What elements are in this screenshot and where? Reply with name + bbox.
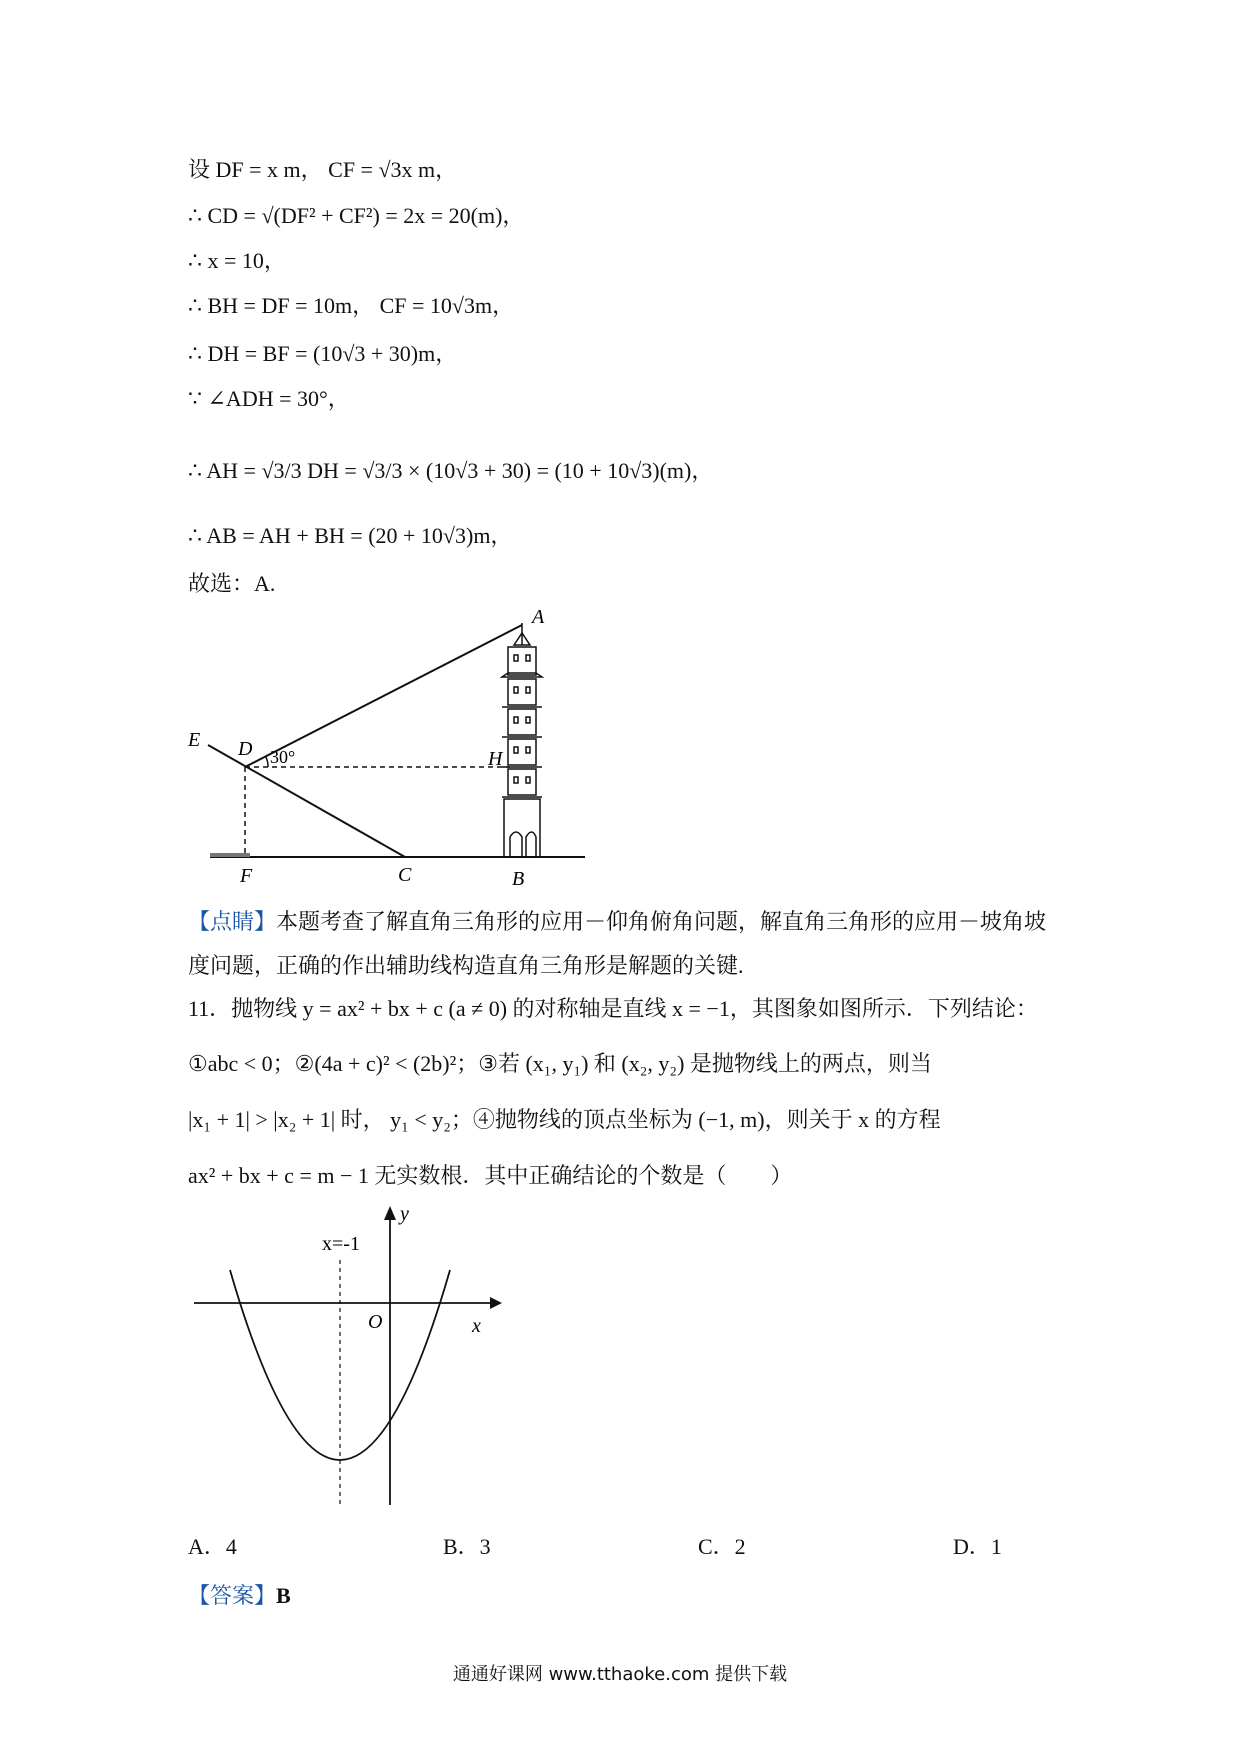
page-footer: 通通好课网 www.tthaoke.com 提供下载 [452, 1664, 788, 1685]
y-axis-arrow [384, 1206, 396, 1220]
label-A: A [532, 606, 545, 628]
y-axis-label: y [400, 1203, 409, 1225]
option-b: B．3 [443, 1534, 491, 1559]
question-line-3: |x₁ + 1| > |x₂ + 1| 时， y₁ < y₂；④抛物线的顶点坐标为 (−1, m)，则关于 x 的方程 [188, 1107, 941, 1132]
label-F: F [240, 865, 253, 887]
solution-line-7: ∴ AH = √3/3 DH = √3/3 × (10√3 + 30) = (10 + 10√3)(m)， [188, 458, 714, 483]
tower-figure [180, 605, 600, 895]
angle-arc [266, 757, 268, 767]
label-H: H [488, 748, 503, 770]
sight-line [245, 625, 522, 767]
solution-line-8: ∴ AB = AH + BH = (20 + 10√3)m， [188, 523, 513, 548]
solution-line-1: 设 DF = x m， CF = √3x m， [188, 157, 458, 182]
option-a: A．4 [188, 1534, 237, 1559]
solution-line-3: ∴ x = 10， [188, 248, 286, 273]
solution-line-9: 故选：A. [188, 571, 276, 596]
solution-line-4: ∴ BH = DF = 10m， CF = 10√3m， [188, 293, 515, 318]
question-line-1: 11．抛物线 y = ax² + bx + c (a ≠ 0) 的对称轴是直线 x = −1，其图象如图所示．下列结论： [188, 996, 1038, 1021]
solution-line-6: ∵ ∠ADH = 30°， [188, 386, 350, 411]
tower-drawing [502, 623, 542, 857]
label-D: D [238, 738, 253, 760]
question-line-4: ax² + bx + c = m − 1 无实数根．其中正确结论的个数是（ ） [188, 1163, 793, 1188]
symmetry-axis-label: x=-1 [322, 1233, 360, 1255]
x-axis-arrow [490, 1297, 502, 1309]
origin-label: O [368, 1311, 383, 1333]
answer-line [188, 1580, 291, 1612]
label-E: E [188, 729, 201, 751]
parabola-figure [190, 1200, 510, 1520]
label-B: B [512, 868, 525, 890]
option-c: C．2 [698, 1534, 746, 1559]
option-d: D．1 [953, 1534, 1002, 1559]
comment-tag: 【点睛】 [188, 909, 277, 934]
solution-line-2: ∴ CD = √(DF² + CF²) = 2x = 20(m)， [188, 203, 525, 228]
label-C: C [398, 864, 412, 886]
question-line-2: ①abc < 0；②(4a + c)² < (2b)²；③若 (x₁, y₁) 和 (x₂, y₂) 是抛物线上的两点，则当 [188, 1051, 932, 1076]
answer-value: B [276, 1583, 291, 1608]
x-axis-label: x [472, 1315, 481, 1337]
slope-line [208, 745, 405, 857]
comment-text: 本题考查了解直角三角形的应用－仰角俯角问题，解直角三角形的应用－坡角坡度问题，正确的作出辅助线构造直角三角形是解题的关键. [188, 909, 1047, 978]
angle-label: 30° [270, 747, 296, 767]
comment-paragraph [188, 900, 1068, 988]
answer-tag: 【答案】 [188, 1583, 277, 1608]
solution-line-5: ∴ DH = BF = (10√3 + 30)m， [188, 341, 458, 366]
